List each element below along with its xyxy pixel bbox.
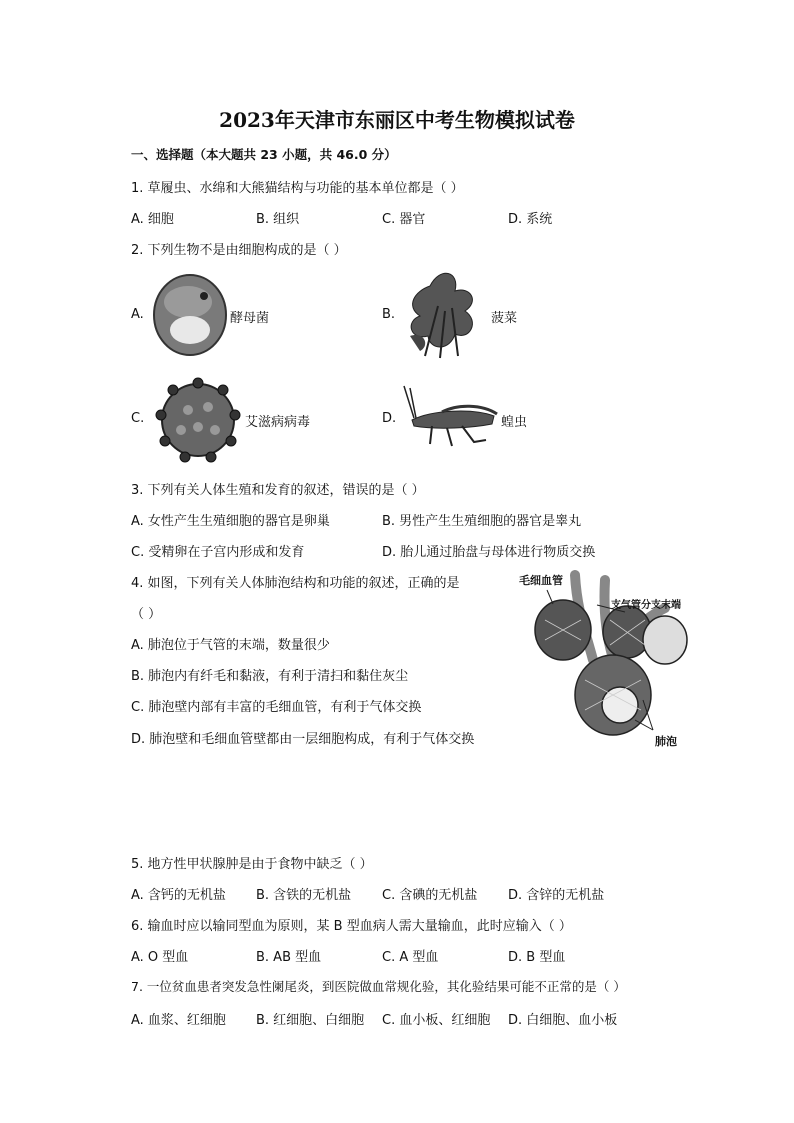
spinach-image bbox=[400, 266, 490, 362]
q7-option-a[interactable]: A. 血浆、红细胞 bbox=[131, 1013, 226, 1028]
q3-option-c[interactable]: C. 受精卵在子宫内形成和发育 bbox=[131, 545, 305, 560]
locust-image bbox=[402, 382, 502, 454]
q1-option-d[interactable]: D. 系统 bbox=[508, 212, 553, 227]
q2-option-a[interactable]: A. bbox=[131, 307, 144, 322]
question-7-stem: 7. 一位贫血患者突发急性阑尾炎，到医院做血常规化验，其化验结果可能不正常的是（ ） bbox=[131, 979, 626, 994]
q4-option-d[interactable]: D. 肺泡壁和毛细血管壁都由一层细胞构成，有利于气体交换 bbox=[131, 732, 475, 747]
q1-option-b[interactable]: B. 组织 bbox=[256, 212, 300, 227]
q6-option-b[interactable]: B. AB 型血 bbox=[256, 950, 322, 965]
q6-option-d[interactable]: D. B 型血 bbox=[508, 950, 566, 965]
yeast-cell-image bbox=[150, 272, 230, 358]
question-6-stem: 6. 输血时应以输同型血为原则，某 B 型血病人需大量输血，此时应输入（ ） bbox=[131, 919, 572, 934]
q1-option-c[interactable]: C. 器官 bbox=[382, 212, 426, 227]
question-4-stem-bracket: （ ） bbox=[131, 607, 162, 622]
alveoli-diagram bbox=[515, 570, 695, 755]
question-4-stem: 4. 如图，下列有关人体肺泡结构和功能的叙述，正确的是 bbox=[131, 576, 460, 591]
q5-option-b[interactable]: B. 含铁的无机盐 bbox=[256, 888, 352, 903]
q3-option-a[interactable]: A. 女性产生生殖细胞的器官是卵巢 bbox=[131, 514, 330, 529]
q2-caption-b: 菠菜 bbox=[491, 311, 518, 326]
q2-caption-c: 艾滋病病毒 bbox=[245, 415, 311, 430]
question-1-stem: 1. 草履虫、水绵和大熊猫结构与功能的基本单位都是（ ） bbox=[131, 181, 464, 196]
q4-option-c[interactable]: C. 肺泡壁内部有丰富的毛细血管，有利于气体交换 bbox=[131, 700, 422, 715]
q2-option-c[interactable]: C. bbox=[131, 411, 145, 426]
q7-option-d[interactable]: D. 白细胞、血小板 bbox=[508, 1013, 618, 1028]
page-title: 2023年天津市东丽区中考生物模拟试卷 bbox=[219, 108, 575, 132]
q6-option-c[interactable]: C. A 型血 bbox=[382, 950, 439, 965]
question-2-stem: 2. 下列生物不是由细胞构成的是（ ） bbox=[131, 243, 347, 258]
q2-option-d[interactable]: D. bbox=[382, 411, 397, 426]
q7-option-b[interactable]: B. 红细胞、白细胞 bbox=[256, 1013, 365, 1028]
question-5-stem: 5. 地方性甲状腺肿是由于食物中缺乏（ ） bbox=[131, 857, 373, 872]
fig-label-capillary: 毛细血管 bbox=[519, 574, 563, 587]
fig-label-alveolus: 肺泡 bbox=[655, 735, 677, 748]
q5-option-d[interactable]: D. 含锌的无机盐 bbox=[508, 888, 605, 903]
q6-option-a[interactable]: A. O 型血 bbox=[131, 950, 189, 965]
q4-option-b[interactable]: B. 肺泡内有纤毛和黏液，有利于清扫和黏住灰尘 bbox=[131, 669, 409, 684]
q3-option-b[interactable]: B. 男性产生生殖细胞的器官是睾丸 bbox=[382, 514, 582, 529]
question-3-stem: 3. 下列有关人体生殖和发育的叙述，错误的是（ ） bbox=[131, 483, 425, 498]
q5-option-a[interactable]: A. 含钙的无机盐 bbox=[131, 888, 226, 903]
fig-label-bronchiole: 支气管分支末端 bbox=[611, 600, 681, 611]
q2-option-b[interactable]: B. bbox=[382, 307, 396, 322]
q1-option-a[interactable]: A. 细胞 bbox=[131, 212, 174, 227]
q7-option-c[interactable]: C. 血小板、红细胞 bbox=[382, 1013, 491, 1028]
q4-option-a[interactable]: A. 肺泡位于气管的末端，数量很少 bbox=[131, 638, 330, 653]
q3-option-d[interactable]: D. 胎儿通过胎盘与母体进行物质交换 bbox=[382, 545, 596, 560]
hiv-virus-image bbox=[153, 375, 243, 465]
section-heading: 一、选择题（本大题共 23 小题，共 46.0 分） bbox=[131, 147, 397, 162]
q2-caption-a: 酵母菌 bbox=[230, 311, 270, 326]
q2-caption-d: 蝗虫 bbox=[501, 415, 528, 430]
q5-option-c[interactable]: C. 含碘的无机盐 bbox=[382, 888, 478, 903]
